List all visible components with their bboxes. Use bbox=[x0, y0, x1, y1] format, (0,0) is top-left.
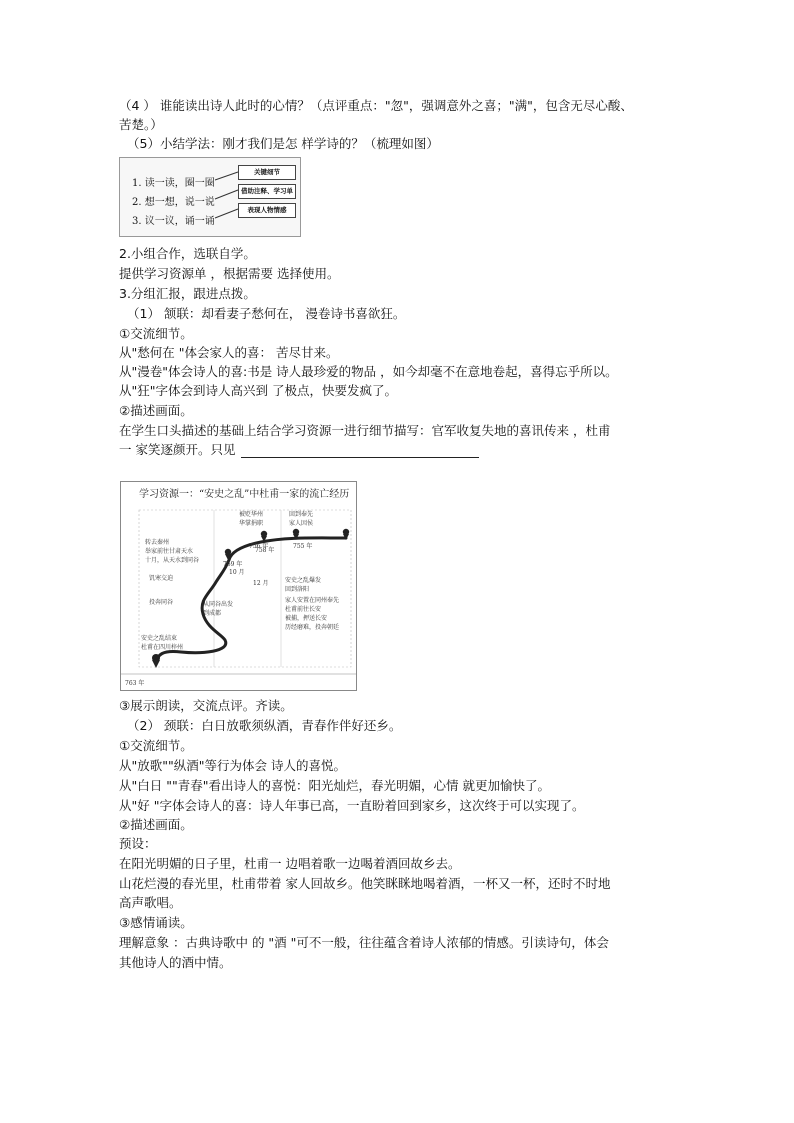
box-key-details: 关键细节 bbox=[238, 165, 296, 180]
text-line: 从"放歌""纵酒"等行为体会 诗人的喜悦。 bbox=[119, 758, 346, 773]
method-summary-figure bbox=[119, 157, 301, 237]
text-line: 其他诗人的酒中情。 bbox=[119, 955, 232, 970]
text-line bbox=[119, 441, 479, 458]
timeline-note: 饥寒交迫 bbox=[149, 575, 174, 582]
text-line: 山花烂漫的春光里，杜甫带着 家人回故乡。他笑眯眯地喝着酒，一杯又一杯，还时不时地 bbox=[119, 876, 611, 891]
text-line: ①交流细节。 bbox=[119, 326, 193, 341]
timeline-note: 安史之乱结束 杜甫在四川梓州 bbox=[141, 635, 184, 651]
year-label: 10 月 bbox=[229, 569, 245, 576]
text-line: 高声歌唱。 bbox=[119, 895, 182, 910]
step-1: 1. 读一读，圈一圈 bbox=[132, 178, 215, 189]
text-line: ③展示朗读，交流点评。齐读。 bbox=[119, 698, 293, 713]
box-notes-worksheet: 借助注释、学习单 bbox=[238, 184, 296, 199]
text-line: 苦楚。） bbox=[119, 117, 163, 132]
text-line: 理解意象 ：古典诗歌中 的 "酒 "可不一般，往往蕴含着诗人浓郁的情感。引读诗句，体会 bbox=[119, 935, 609, 950]
text-line: ②描述画面。 bbox=[119, 403, 193, 418]
timeline-figure bbox=[120, 481, 357, 691]
text-span: 一 家笑逐颜开。只见 bbox=[119, 442, 236, 457]
text-line: 从"狂"字体会到诗人高兴到 了极点，快要发疯了。 bbox=[119, 383, 397, 398]
year-label: 12 月 bbox=[253, 580, 269, 587]
text-line: 从"愁何在 "体会家人的喜： 苦尽甘来。 bbox=[119, 345, 339, 360]
text-line: 预设： bbox=[119, 836, 157, 851]
text-line: ③感情诵读。 bbox=[119, 915, 193, 930]
year-label: 759 年 bbox=[223, 561, 243, 568]
timeline-note: 回到奉先 家人因侯 bbox=[289, 511, 314, 527]
text-line: 在阳光明媚的日子里，杜甫一 边唱着歌一边喝着酒回故乡去。 bbox=[119, 856, 461, 871]
timeline-note: 转去秦州 举家前往甘肃天水 十月，从天水到同谷 bbox=[145, 539, 200, 564]
timeline-note: 被贬华州 华掌捐职 bbox=[239, 511, 264, 527]
text-line: 从"漫卷"体会诗人的喜:书是 诗人最珍爱的物品 ，如今却毫不在意地卷起，喜得忘乎所以。 bbox=[119, 364, 618, 379]
step-3: 3. 议一议，诵一诵 bbox=[132, 216, 215, 227]
text-line: ②描述画面。 bbox=[119, 817, 193, 832]
fill-in-blank bbox=[241, 445, 479, 458]
text-line: 从"好 "字体会诗人的喜：诗人年事已高，一直盼着回到家乡，这次终于可以实现了。 bbox=[119, 798, 585, 813]
text-line: 提供学习资源单 ，根据需要 选择使用。 bbox=[119, 266, 340, 281]
text-line: （2） 颈联：白日放歌须纵酒，青春作伴好还乡。 bbox=[127, 718, 402, 733]
timeline-note: 从同谷出发 到成都 bbox=[203, 601, 234, 617]
text-line: （4 ） 谁能读出诗人此时的心情？（点评重点："忽"，强调意外之喜；"满"，包含无尽心酸、 bbox=[119, 98, 633, 113]
year-label: 755 年 bbox=[293, 543, 313, 550]
text-line: （1） 颔联：却看妻子愁何在， 漫卷诗书喜欲狂。 bbox=[127, 306, 406, 321]
text-line: ①交流细节。 bbox=[119, 738, 193, 753]
timeline-note: 投奔同谷 bbox=[149, 599, 174, 606]
year-label: 763 年 bbox=[125, 680, 145, 687]
box-emotion: 表现人物情感 bbox=[238, 203, 296, 218]
text-line: 从"白日 ""青春"看出诗人的喜悦：阳光灿烂，春光明媚，心情 就更加愉快了。 bbox=[119, 778, 550, 793]
text-line: 在学生口头描述的基础上结合学习资源一进行细节描写：官军收复失地的喜讯传来 ，杜甫 bbox=[119, 423, 611, 438]
text-line: （5）小结学法：刚才我们是怎 样学诗的？（梳理如图） bbox=[127, 136, 439, 151]
timeline-title: 学习资源一：“安史之乱”中杜甫一家的流亡经历 bbox=[139, 489, 350, 500]
text-line: 3.分组汇报，跟进点拨。 bbox=[119, 286, 256, 301]
year-label: 758 年 bbox=[255, 547, 275, 554]
timeline-note: 家人安置在同州奉先 杜甫前往长安 被捕，押送长安 历经磨难，投奔朝廷 bbox=[285, 597, 340, 631]
year-label: 756 年 bbox=[249, 543, 269, 550]
text-line: 2.小组合作，选联自学。 bbox=[119, 246, 256, 261]
step-2: 2. 想一想，说一说 bbox=[132, 197, 215, 208]
timeline-note: 安史之乱爆发 回到洛阳 bbox=[285, 577, 322, 593]
